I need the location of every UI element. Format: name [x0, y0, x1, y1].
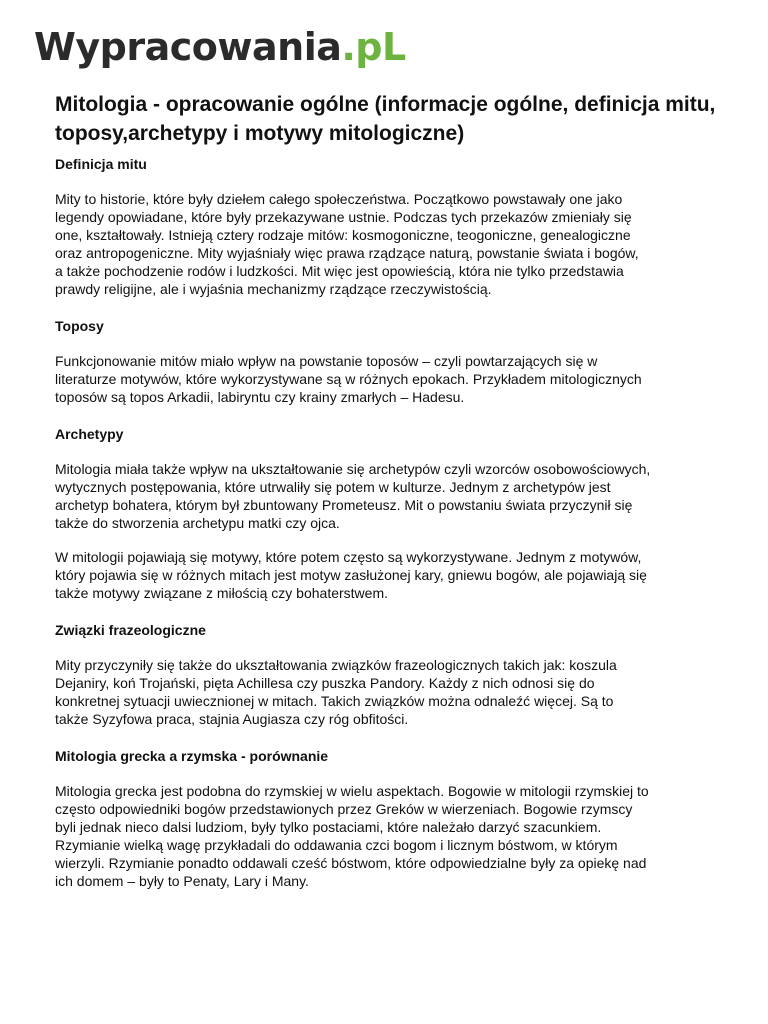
text-line: Mity przyczyniły się także do ukształtowania związków frazeologicznych takich jak: koszula: [55, 657, 617, 673]
section-heading: Definicja mitu: [55, 156, 147, 172]
text-line: Funkcjonowanie mitów miało wpływ na powstanie toposów – czyli powtarzających się w: [55, 353, 598, 369]
section-heading: Mitologia grecka a rzymska - porównanie: [55, 748, 329, 764]
logo-domain: .pL: [341, 25, 406, 69]
text-line: ich domem – były to Penaty, Lary i Many.: [55, 873, 309, 889]
text-line: W mitologii pojawiają się motywy, które potem często są wykorzystywane. Jednym z motywów,: [55, 549, 642, 565]
section-heading: Związki frazeologiczne: [55, 622, 206, 638]
text-line: toposów są topos Arkadii, labiryntu czy krainy zmarłych – Hadesu.: [55, 389, 465, 405]
text-line: często odpowiedniki bogów przedstawionych przez Greków w wierzeniach. Bogowie rzymscy: [55, 801, 633, 817]
text-line: Rzymianie wielką wagę przykładali do oddawania czci bogom i licznym bóstwom, w którym: [55, 837, 618, 853]
section-heading: Archetypy: [55, 426, 124, 442]
text-line: Mitologia grecka jest podobna do rzymskiej w wielu aspektach. Bogowie w mitologii rzymskiej to: [55, 783, 649, 799]
text-line: także Syzyfowa praca, stajnia Augiasza czy róg obfitości.: [55, 711, 409, 727]
text-line: literaturze motywów, które wykorzystywane są w różnych epokach. Przykładem mitologicznych: [55, 371, 642, 387]
text-line: a także pochodzenie rodów i ludzkości. Mit więc jest opowieścią, która nie tylko przedstawia: [55, 263, 624, 279]
text-line: wytycznych postępowania, które utrwaliły się potem w kulturze. Jednym z archetypów jest: [55, 479, 611, 495]
text-line: oraz antropogeniczne. Mity wyjaśniały więc prawa rządzące naturą, powstanie świata i bogów,: [55, 245, 639, 261]
section-paragraph: [55, 782, 725, 890]
text-line: prawdy religijne, ale i wyjaśnia mechanizmy rządzące rzeczywistością.: [55, 281, 492, 297]
text-line: archetyp bohatera, którym był zbuntowany Prometeusz. Mit o powstaniu świata przyczynił się: [55, 497, 633, 513]
text-line: także do stworzenia archetypu matki czy ojca.: [55, 515, 340, 531]
section-paragraph: [55, 352, 725, 406]
text-line: Dejaniry, koń Trojański, pięta Achillesa czy puszka Pandory. Każdy z nich odnosi się do: [55, 675, 595, 691]
section-paragraph: [55, 656, 725, 728]
text-line: byli jednak nieco dalsi ludziom, były tylko postaciami, które należało darzyć szacunkiem.: [55, 819, 602, 835]
logo-wordmark: Wypracowania: [34, 25, 342, 69]
text-line: one, kształtowały. Istnieją cztery rodzaje mitów: kosmogoniczne, teogoniczne, genealogiczne: [55, 227, 631, 243]
document-title: Mitologia - opracowanie ogólne (informacje ogólne, definicja mitu, toposy,archetypy i motywy mitologiczne): [55, 93, 716, 145]
text-line: wierzyli. Rzymianie ponadto oddawali cześć bóstwom, które odpowiedzialne były za opiekę nad: [55, 855, 647, 871]
section-heading: Toposy: [55, 318, 104, 334]
document-page: [55, 90, 725, 890]
text-line: także motywy związane z miłością czy bohaterstwem.: [55, 585, 388, 601]
text-line: który pojawia się w różnych mitach jest motyw zasłużonej kary, gniewu bogów, ale pojawiają się: [55, 567, 647, 583]
section-paragraph: [55, 460, 725, 532]
text-line: Mity to historie, które były dziełem całego społeczeństwa. Początkowo powstawały one jako: [55, 191, 623, 207]
section-paragraph: [55, 548, 725, 602]
text-line: konkretnej sytuacji uwiecznionej w mitach. Takich związków można odnaleźć więcej. Są to: [55, 693, 614, 709]
text-line: Mitologia miała także wpływ na ukształtowanie się archetypów czyli wzorców osobowościowych,: [55, 461, 651, 477]
section-paragraph: [55, 190, 725, 298]
site-logo[interactable]: [34, 22, 406, 72]
document-body: [55, 154, 725, 890]
text-line: legendy opowiadane, które były przekazywane ustnie. Podczas tych przekazów zmieniały się: [55, 209, 632, 225]
